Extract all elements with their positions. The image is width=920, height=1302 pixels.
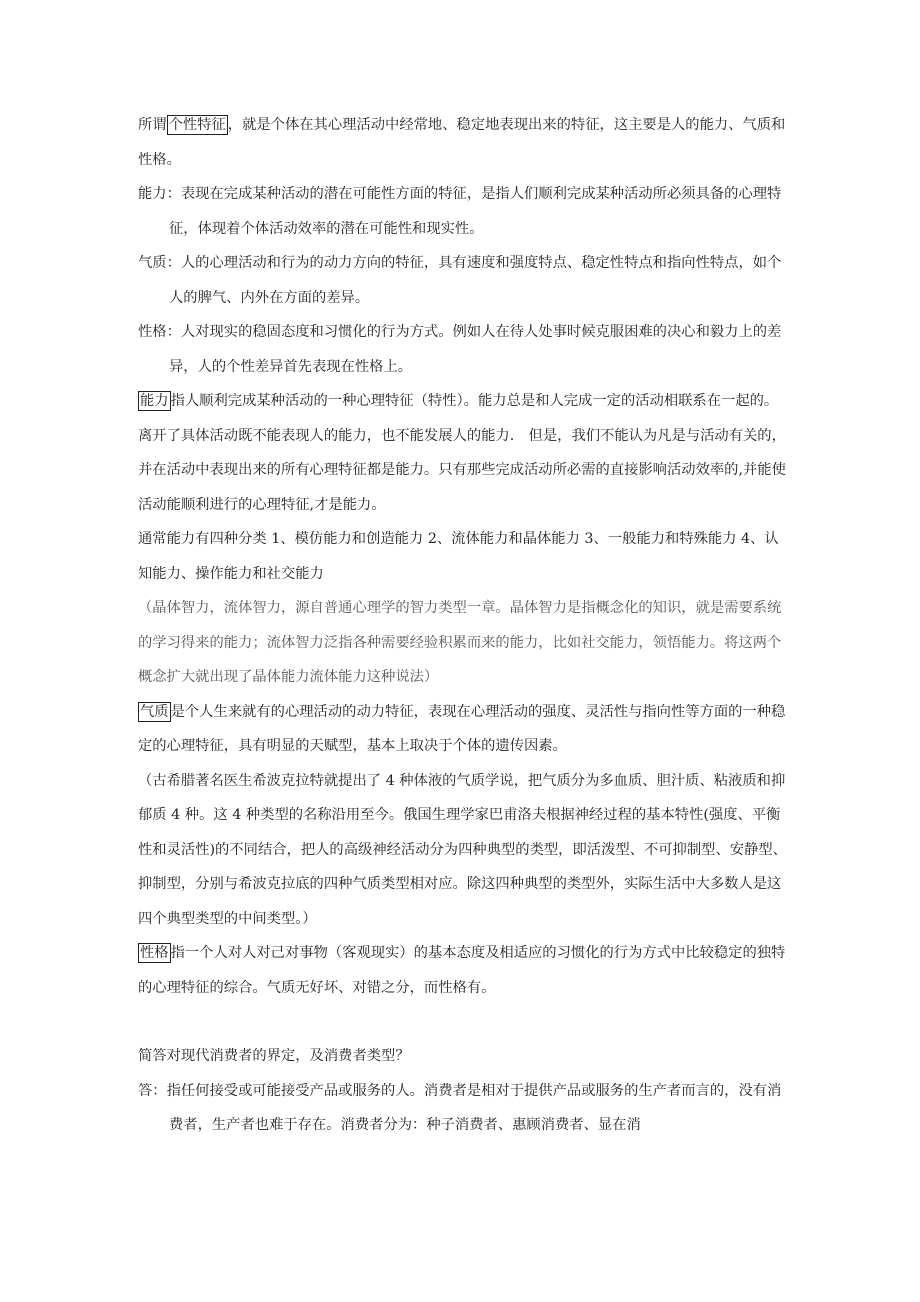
definition-character: 性格：人对现实的稳固态度和习惯化的行为方式。例如人在待人处事时候克服困难的决心和毅力上的差异，人的个性差异首先表现在性格上。 [138,324,782,375]
term-box-temperament: 气质 [140,703,169,720]
intro-pre: 所谓 [138,117,167,133]
character-text: 指一个人对人对己对事物（客观现实）的基本态度及相适应的习惯化的行为方式中比较稳定的独特的心理特征的综合。气质无好坏、对错之分，而性格有。 [138,945,786,996]
ability-paragraph [138,384,788,522]
question-heading: 简答对现代消费者的界定，及消费者类型？ [138,1048,410,1064]
intro-paragraph [138,108,788,177]
intro-post: ，就是个体在其心理活动中经常地、稳定地表现出来的特征，这主要是人的能力、气质和性格。 [138,117,786,168]
temperament-note-paragraph: （古希腊著名医生希波克拉特就提出了 4 种体液的气质学说，把气质分为多血质、胆汁质、粘液质和抑郁质 4 种。这 4 种类型的名称沿用至今。俄国生理学家巴甫洛夫根据神经过程的基本特性(强度、平衡性和灵活性)的不同结合，把人的高级神经活动分为四种典型的类型，即活泼型、不可抑制型、安静型、抑制型，分别与希波克拉底的四种气质类型相对应。除这四种典型的类型外，实际生活中大多数人是这四个典型类型的中间类型。） [138,772,787,927]
definition-temperament: 气质：人的心理活动和行为的动力方向的特征，具有速度和强度特点、稳定性特点和指向性特点，如个人的脾气、内外在方面的差异。 [138,255,782,306]
temperament-paragraph [138,695,788,764]
term-box-ability: 能力 [140,393,169,409]
ability-text: 指人顺利完成某种活动的一种心理特征（特性）。能力总是和人完成一定的活动相联系在一起的。离开了具体活动既不能表现人的能力，也不能发展人的能力. 但是，我们不能认为凡是与活动有关的，并在活动中表现出来的所有心理特征都是能力。只有那些完成活动所必需的直接影响活动效率的,并能使活动能顺利进行的心理特征,才是能力。 [138,393,786,513]
term-box-character: 性格 [140,945,169,961]
answer-paragraph: 答：指任何接受或可能接受产品或服务的人。消费者是相对于提供产品或服务的生产者而言的，没有消费者，生产者也难于存在。消费者分为：种子消费者、惠顾消费者、显在消 [138,1082,782,1133]
character-paragraph [138,936,788,1005]
blank-line [138,1005,788,1039]
ability-types-paragraph: 通常能力有四种分类 1、模仿能力和创造能力 2、流体能力和晶体能力 3、一般能力和特殊能力 4、认知能力、操作能力和社交能力 [138,531,779,582]
temperament-text: 是个人生来就有的心理活动的动力特征，表现在心理活动的强度、灵活性与指向性等方面的一种稳定的心理特征，具有明显的天赋型，基本上取决于个体的遗传因素。 [138,703,786,754]
document-page [138,108,788,1143]
term-box-personality-traits: 个性特征 [168,117,226,133]
definition-ability: 能力：表现在完成某种活动的潜在可能性方面的特征，是指人们顺利完成某种活动所必须具备的心理特征，体现着个体活动效率的潜在可能性和现实性。 [138,186,782,237]
ability-note-paragraph: （晶体智力，流体智力，源自普通心理学的智力类型一章。晶体智力是指概念化的知识，就是需要系统的学习得来的能力；流体智力泛指各种需要经验积累而来的能力，比如社交能力，领悟能力。将这两个概念扩大就出现了晶体能力流体能力这种说法） [138,600,782,685]
